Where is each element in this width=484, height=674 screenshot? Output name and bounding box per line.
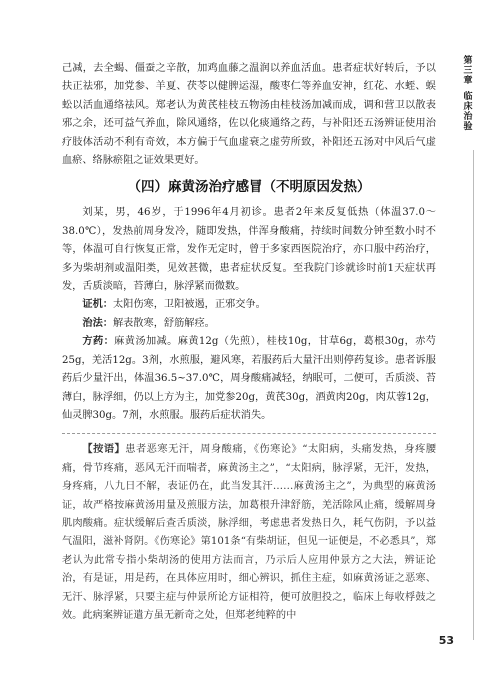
commentary-label: 【按语】	[82, 443, 126, 456]
diagnosis-label: 证机：	[82, 299, 113, 311]
page-body	[62, 60, 436, 625]
commentary-paragraph	[62, 440, 436, 625]
chapter-side-tab	[454, 55, 480, 131]
page-number: 53	[438, 634, 454, 647]
section-heading: （四）麻黄汤治疗感冒（不明原因发热）	[127, 179, 371, 196]
side-divider	[473, 150, 474, 640]
commentary-box	[62, 433, 436, 625]
chapter-number: 第三章	[461, 55, 472, 85]
treatment-text: 解表散寒，舒筋解痉。	[112, 317, 215, 329]
diagnosis-text: 太阳伤寒，卫阳被遏，正邪交争。	[112, 299, 266, 311]
diagnosis-line	[62, 296, 436, 314]
prescription-paragraph	[62, 333, 436, 425]
prescription-text: 麻黄汤加减。麻黄12g（先煎），桂枝10g，甘草6g，葛根30g，赤芍25g，羌活12g。3剂，水煎服，避风寒，若服药后大量汗出则停药复诊。患者诉服药后少量汗出，体温36.5~37.0℃，周身酸痛减轻，纳眠可，二便可，舌质淡、苔薄白，脉浮细，仍以上方为主，加党参20g，黄芪30g，酒黄肉20g，肉苁蓉12g，仙灵脾30g。7剂，水煎服。服药后症状消失。	[62, 336, 436, 421]
treatment-label: 治法：	[82, 317, 113, 329]
chapter-title: 临床治验	[461, 91, 472, 131]
case-paragraph: 刘某，男，46岁，于1996年4月初诊。患者2年来反复低热（体温37.0～38.0℃），发热前周身发冷，随即发热，伴浑身酸痛，持续时间数分钟至数小时不等，体温可自行恢复正常，发作无定时，曾于多家西医院治疗，亦口服中药治疗，多为柴胡剂或温阳类，见效甚微，患者症状反复。至我院门诊就诊时前1天症状再发，舌质淡暗，苔薄白，脉浮紧而微数。	[62, 207, 436, 293]
intro-paragraph: 己减，去全蝎、僵蚕之辛散，加鸡血藤之温润以养血活血。患者症状好转后，予以扶正祛邪，加党参、羊夏、茯苓以健脾运湿，酸枣仁等养血安神，红花、水蛭、蜈蚣以活血通络祛风。郑老认为黄芪桂枝五物汤由桂枝汤加减而成，调和营卫以散表邪之余，还可益气养血，除风通络，佐以化痰通络之药，与补阳还五汤辨证使用治疗肢体活动不利有奇效，本方偏于气血虚衰之虚劳所致，补阳还五汤对中风后气虚血瘀、络脉瘀阻之证效果更好。	[62, 63, 436, 167]
treatment-line	[62, 315, 436, 333]
commentary-text: 患者恶寒无汗，周身酸痛，《伤寒论》“太阳病，头痛发热，身疼腰痛，骨节疼痛，恶风无汗而喘者，麻黄汤主之”，“太阳病，脉浮紧，无汗，发热，身疼痛，八九日不解，表证仍在，此当发其汗……麻黄汤主之”，为典型的麻黄汤证，故严格按麻黄汤用量及煎服方法，加葛根升津舒筋，羌活除风止痛，缓解周身肌肉酸痛。症状缓解后查舌质淡，脉浮细，考虑患者发热日久，耗气伤阴，予以益气温阳，滋补肾阴。《伤寒论》第101条“有柴胡证，但见一证便是，不必悉具”，郑老认为此常专指小柴胡汤的使用方法而言，乃示后人应用仲景方之大法，辨证论治，有是证，用是药，在具体应用时，细心辨识，抓住主症，如麻黄汤证之恶寒、无汗、脉浮紧，只要主症与仲景所论方证相符，便可放胆投之，临床上每收桴鼓之效。此病案辨证遣方虽无新奇之处，但郑老纯粹的中	[62, 444, 437, 621]
prescription-label: 方药：	[82, 336, 115, 348]
